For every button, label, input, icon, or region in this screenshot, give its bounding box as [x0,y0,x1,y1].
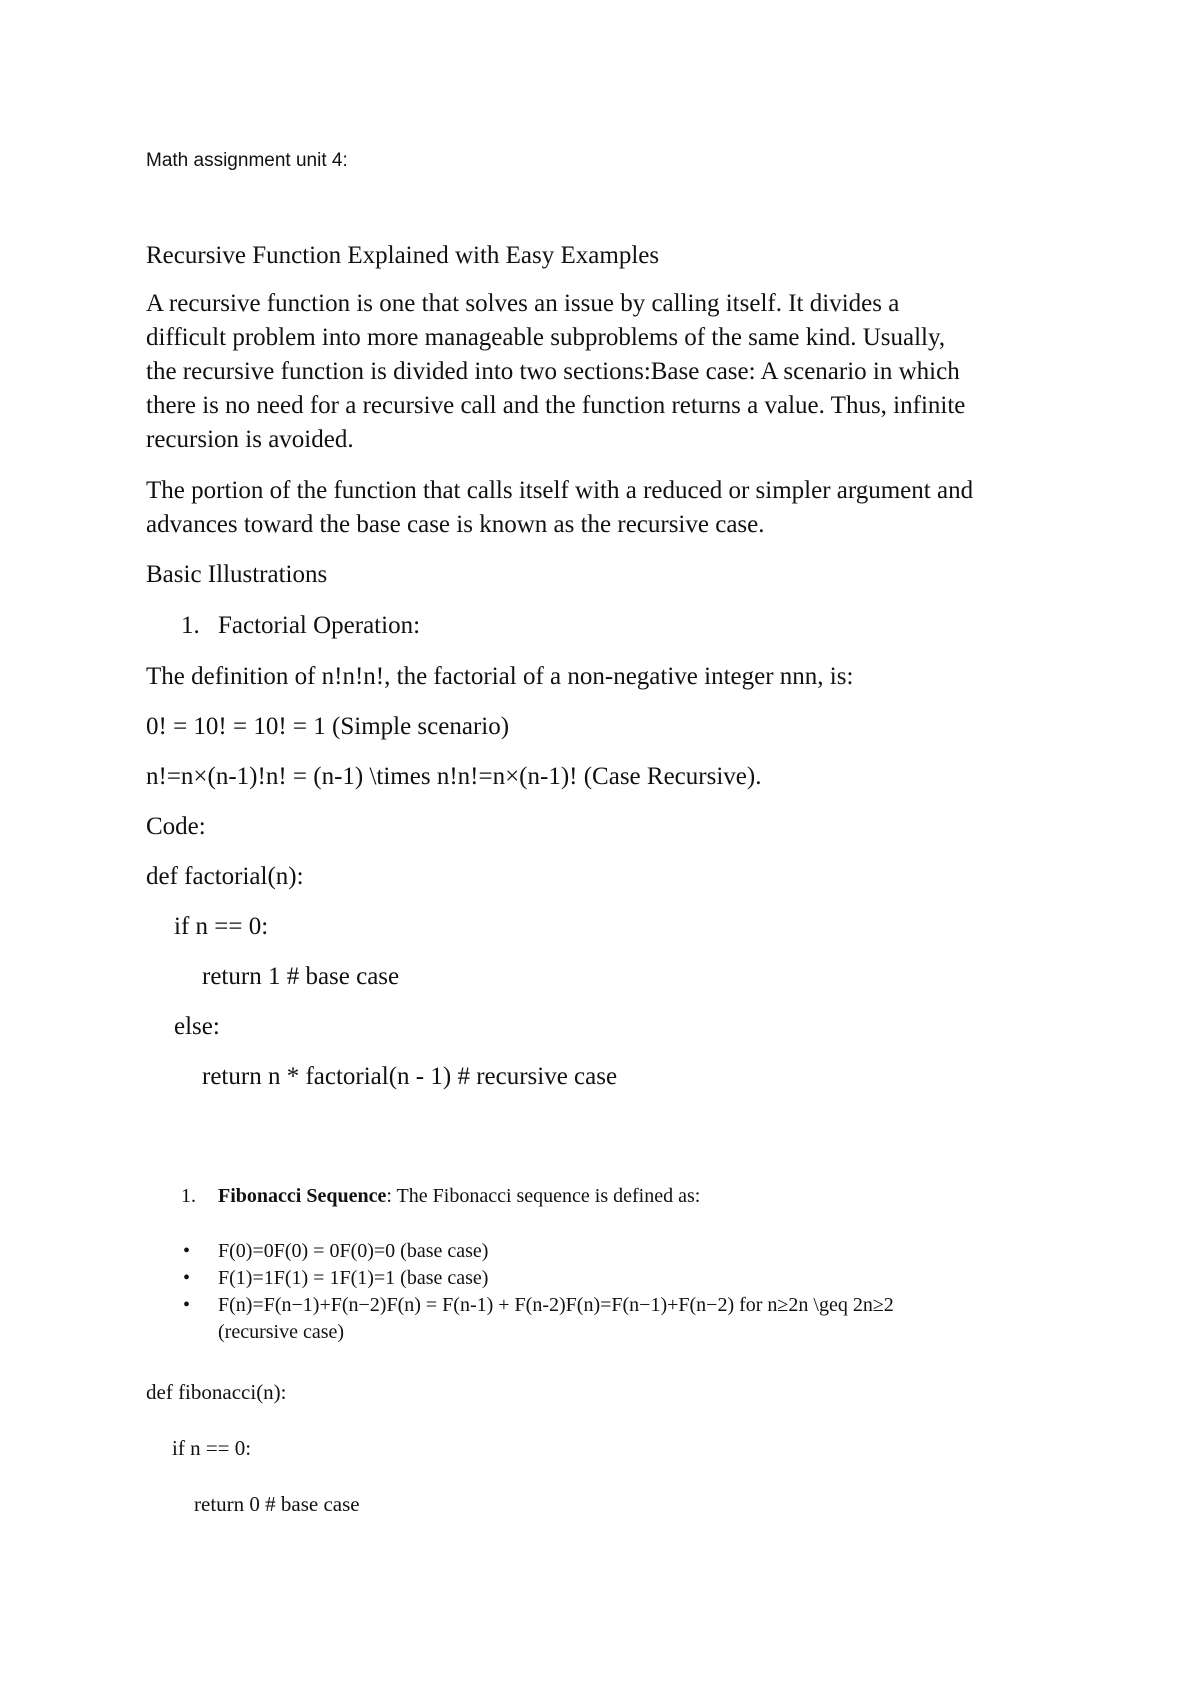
code-line: else: [174,1013,220,1040]
intro-line: the recursive function is divided into two sections:Base case: A scenario in which [146,358,960,385]
bullet-marker: • [183,1267,191,1289]
code-line: return 1 # base case [202,963,400,990]
code-line: def factorial(n): [146,863,304,890]
fibonacci-heading [218,1186,700,1206]
fibonacci-list-number: 1. [181,1185,196,1207]
bullet-marker: • [183,1240,191,1262]
basic-illustrations-heading: Basic Illustrations [146,561,328,588]
factorial-label: Factorial Operation: [218,612,421,639]
intro-line: recursion is avoided. [146,426,354,453]
factorial-base-case: 0! = 10! = 10! = 1 (Simple scenario) [146,713,510,740]
intro-line: there is no need for a recursive call and the function returns a value. Thus, infinite [146,392,966,419]
list-item: F(0)=0F(0) = 0F(0)=0 (base case) [218,1240,489,1262]
factorial-recursive-case: n!=n×(n-1)!n! = (n-1) \times n!n!=n×(n-1)! (Case Recursive). [146,763,762,790]
intro-line: A recursive function is one that solves an issue by calling itself. It divides a [146,290,900,317]
list-item-continuation: (recursive case) [218,1321,345,1343]
code-label: Code: [146,813,206,840]
intro-line: difficult problem into more manageable subproblems of the same kind. Usually, [146,324,946,351]
factorial-list-number: 1. [181,612,200,639]
assignment-header: Math assignment unit 4: [146,150,348,171]
code-line: if n == 0: [174,913,269,940]
code-line: return n * factorial(n - 1) # recursive case [202,1063,618,1090]
fibonacci-description: : The Fibonacci sequence is defined as: [386,1185,701,1207]
fibonacci-label: Fibonacci Sequence [218,1185,387,1207]
recursive-case-line: The portion of the function that calls itself with a reduced or simpler argument and [146,477,974,504]
factorial-definition: The definition of n!n!n!, the factorial of a non-negative integer nnn, is: [146,663,854,690]
list-item: F(1)=1F(1) = 1F(1)=1 (base case) [218,1267,489,1289]
list-item: F(n)=F(n−1)+F(n−2)F(n) = F(n-1) + F(n-2)F(n)=F(n−1)+F(n−2) for n≥2n \geq 2n≥2 [218,1294,894,1316]
code-line: if n == 0: [172,1436,252,1460]
document-title: Recursive Function Explained with Easy Examples [146,242,660,269]
code-line: return 0 # base case [194,1492,360,1516]
code-line: def fibonacci(n): [146,1380,287,1404]
bullet-marker: • [183,1294,191,1316]
recursive-case-line: advances toward the base case is known as the recursive case. [146,511,765,538]
